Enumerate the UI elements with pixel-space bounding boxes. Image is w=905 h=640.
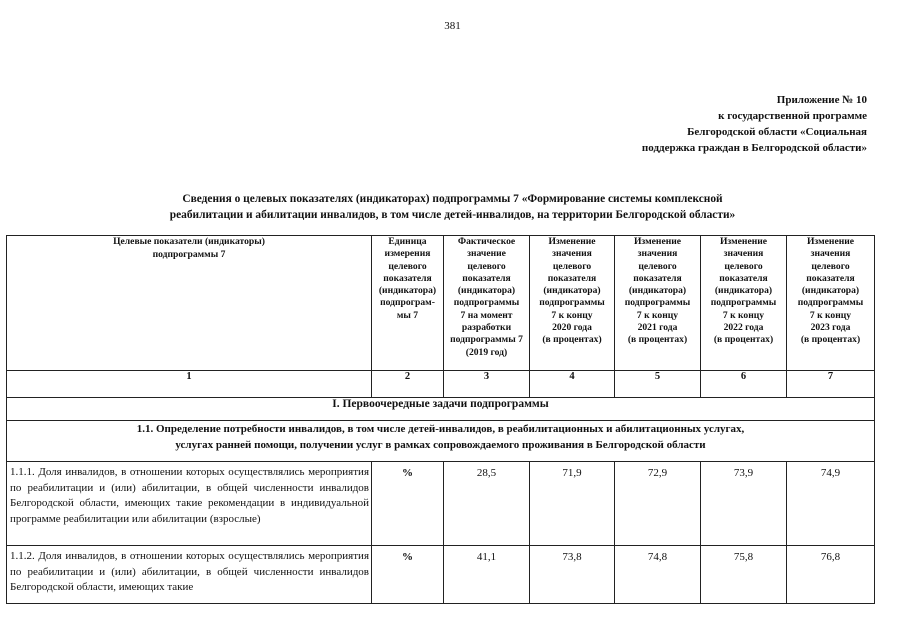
value-2022: 75,8	[701, 546, 787, 604]
page-number: 381	[444, 20, 461, 32]
header-cell-indicator: Целевые показатели (индикаторы) подпрограммы 7	[7, 236, 372, 371]
value-2020: 71,9	[530, 462, 615, 546]
document-title	[0, 191, 905, 223]
section-row	[7, 398, 875, 421]
table-row	[7, 462, 875, 546]
indicator-unit: %	[372, 462, 444, 546]
header-cell-unit: Единица измерения целевого показателя (индикатора) подпрограм- мы 7	[372, 236, 444, 371]
column-number: 5	[615, 371, 701, 398]
indicator-description: 1.1.1. Доля инвалидов, в отношении которых осуществлялись мероприятия по реабилитации и (или) абилитации, в общей численности инвалидов Белгородской области, имеющих такие рекомендации в индивидуальной программе реабилитации или абилитации (взрослые)	[7, 462, 372, 546]
appendix-line-1: Приложение № 10	[776, 94, 867, 106]
indicator-unit: %	[372, 546, 444, 604]
header-cell-2022: Изменение значения целевого показателя (индикатора) подпрограммы 7 к концу 2022 года (в процентах)	[701, 236, 787, 371]
value-2023: 76,8	[787, 546, 875, 604]
appendix-line-4: поддержка граждан в Белгородской области»	[641, 142, 867, 154]
header-cell-2023: Изменение значения целевого показателя (индикатора) подпрограммы 7 к концу 2023 года (в процентах)	[787, 236, 875, 371]
column-number: 7	[787, 371, 875, 398]
column-number-row	[7, 371, 875, 398]
column-number: 1	[7, 371, 372, 398]
subsection-row	[7, 421, 875, 462]
value-2021: 72,9	[615, 462, 701, 546]
table-row	[7, 546, 875, 604]
value-2019: 41,1	[444, 546, 530, 604]
appendix-line-2: к государственной программе	[718, 110, 867, 122]
title-line-2: реабилитации и абилитации инвалидов, в том числе детей-инвалидов, на территории Белгородской области»	[169, 209, 736, 221]
subsection-title: 1.1. Определение потребности инвалидов, в том числе детей-инвалидов, в реабилитационных и абилитационных услугах, услугах ранней помощи, получении услуг в рамках сопровождаемого проживания в Белгородской области	[7, 421, 875, 462]
value-2022: 73,9	[701, 462, 787, 546]
header-cell-2019: Фактическое значение целевого показателя (индикатора) подпрограммы 7 на момент разработки подпрограммы 7 (2019 год)	[444, 236, 530, 371]
column-number: 2	[372, 371, 444, 398]
column-number: 3	[444, 371, 530, 398]
value-2023: 74,9	[787, 462, 875, 546]
header-cell-2021: Изменение значения целевого показателя (индикатора) подпрограммы 7 к концу 2021 года (в процентах)	[615, 236, 701, 371]
section-title: I. Первоочередные задачи подпрограммы	[7, 398, 875, 421]
indicator-description: 1.1.2. Доля инвалидов, в отношении которых осуществлялись мероприятия по реабилитации и (или) абилитации, в общей численности инвалидов Белгородской области, имеющих такие	[7, 546, 372, 604]
column-number: 6	[701, 371, 787, 398]
header-row	[7, 236, 875, 371]
value-2020: 73,8	[530, 546, 615, 604]
indicators-table	[6, 235, 875, 604]
column-number: 4	[530, 371, 615, 398]
appendix-block	[567, 92, 867, 156]
value-2019: 28,5	[444, 462, 530, 546]
header-cell-2020: Изменение значения целевого показателя (индикатора) подпрограммы 7 к концу 2020 года (в процентах)	[530, 236, 615, 371]
title-line-1: Сведения о целевых показателях (индикаторах) подпрограммы 7 «Формирование системы комплексной	[182, 193, 723, 205]
appendix-line-3: Белгородской области «Социальная	[687, 126, 867, 138]
value-2021: 74,8	[615, 546, 701, 604]
